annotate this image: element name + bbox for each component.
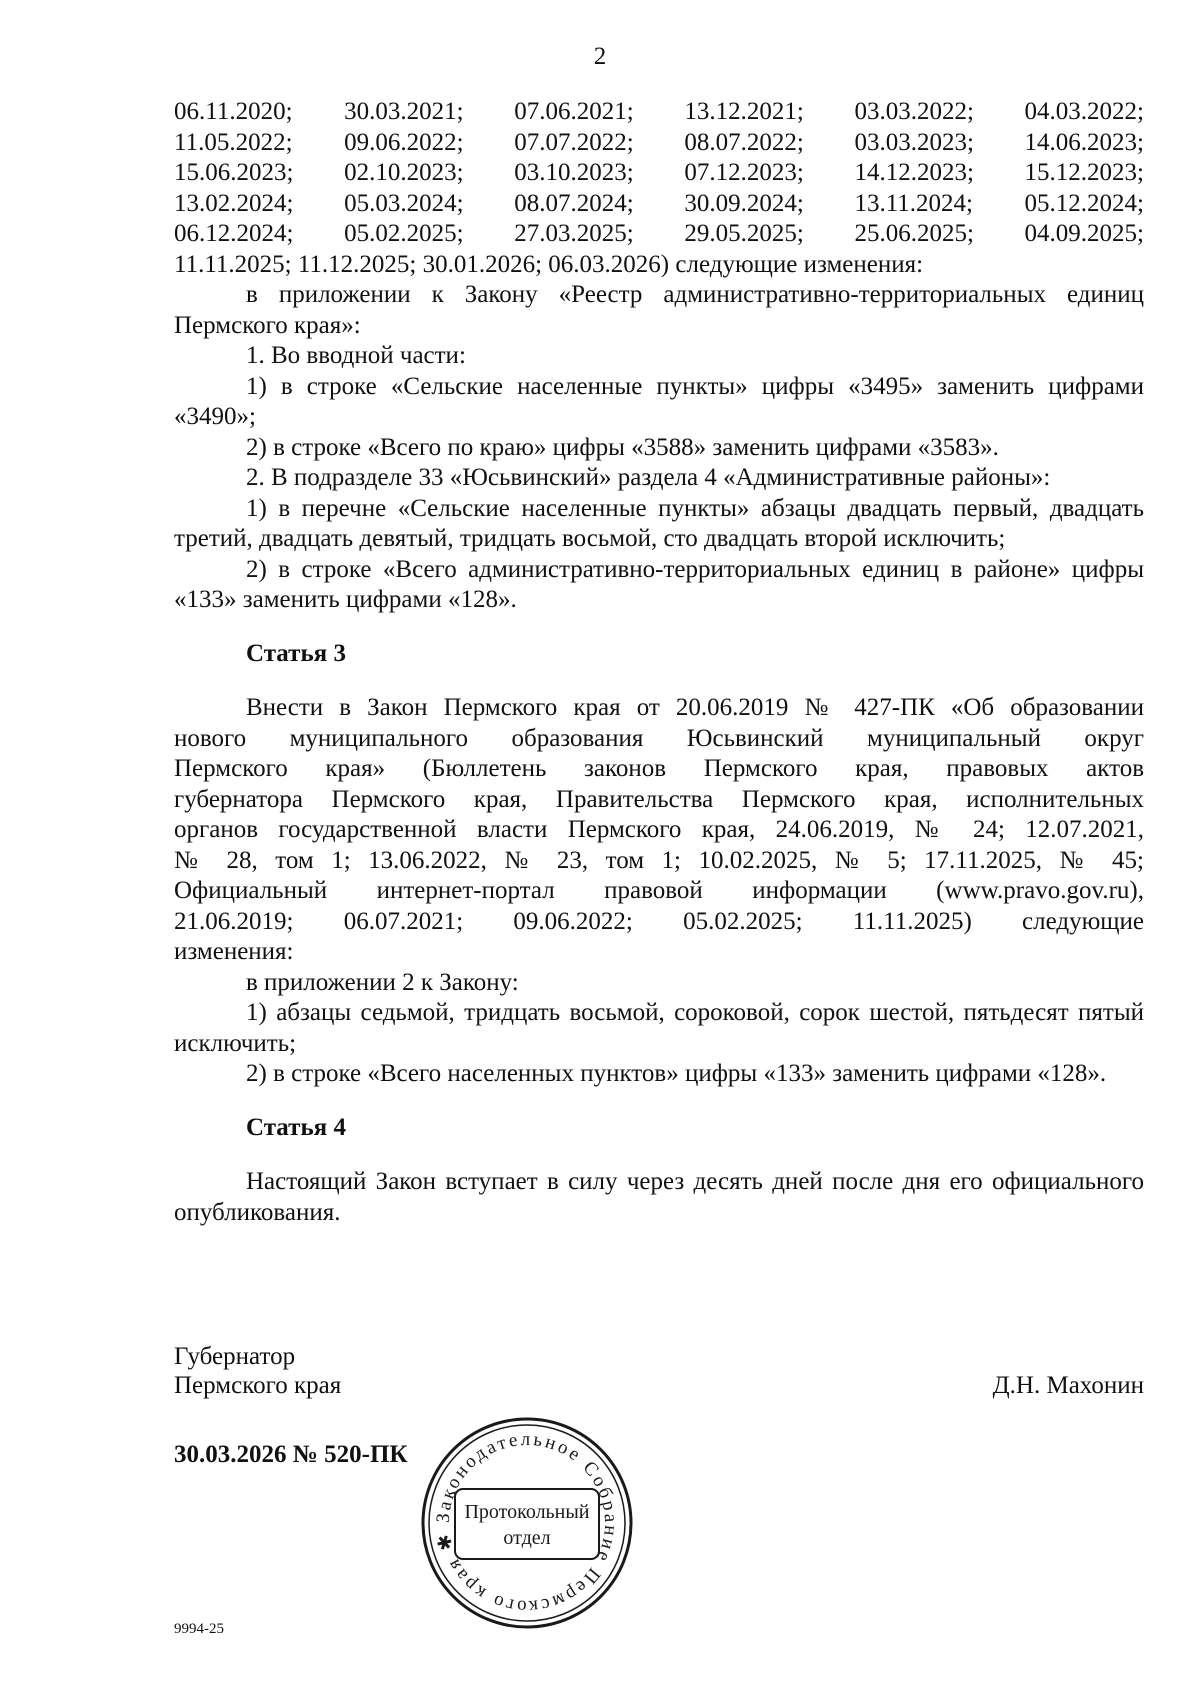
article2-paragraph-2: 1. Во вводной части: [246,342,466,369]
signatory-name: Д.Н. Махонин [992,1372,1144,1399]
amendment-date: 05.02.2025; [344,220,464,247]
signatory-title-line-2: Пермского края [174,1372,342,1399]
article3-line: губернатора Пермского края, Правительства Пермского края, исполнительных [174,785,1144,813]
amendment-date: 07.12.2023; [684,159,804,186]
amendment-date: 13.11.2024; [854,189,973,217]
article3-paragraph-2: в приложении 2 к Закону: [246,968,519,996]
law-date-number: 30.03.2026 № 520-ПК [174,1441,408,1468]
amendment-dates-grid [174,97,1144,250]
article3-line: изменения: [174,938,294,965]
seal-center-text-line-2: отдел [503,1527,551,1549]
article3-line: нового муниципального образования Юсьвинский муниципальный округ [174,724,1144,752]
article3-line: 21.06.2019; 06.07.2021; 09.06.2022; 05.02.2025; 11.11.2025) следующие [174,907,1144,935]
amendment-date: 29.05.2025; [684,220,804,247]
article3-heading: Статья 3 [246,639,346,667]
page-number: 2 [593,43,607,70]
article2-paragraph-4: 2) в строке «Всего по краю» цифры «3588» заменить цифрами «3583». [246,433,999,461]
article3-paragraph-3: 1) абзацы седьмой, тридцать восьмой, сороковой, сорок шестой, пятьдесят пятый исключить; [174,999,1144,1057]
article3-paragraph-4: 2) в строке «Всего населенных пунктов» цифры «133» заменить цифрами «128». [246,1060,1107,1087]
official-seal-stamp [417,1413,637,1633]
signatory-title-line-1: Губернатор [174,1343,296,1370]
seal-center-text-line-1: Протокольный [464,1501,590,1523]
document-code: 9994-25 [174,1621,224,1637]
amendment-date: 14.12.2023; [854,159,974,186]
article2-paragraph-5: 2. В подразделе 33 «Юсьвинский» раздела 4 «Административные районы»: [246,464,1051,491]
amendment-date: 30.09.2024; [684,189,804,217]
article3-paragraph-1 [174,693,1144,968]
amendment-date: 30.03.2021; [344,98,464,125]
amendment-date: 15.12.2023; [1024,159,1144,186]
article2-paragraph-1: в приложении к Закону «Реестр административно-территориальных единиц Пермского края»: [174,281,1144,339]
article3-line: № 28, том 1; 13.06.2022, № 23, том 1; 10.02.2025, № 5; 17.11.2025, № 45; [174,846,1144,874]
amendment-date: 07.07.2022; [514,128,634,156]
amendment-date: 06.11.2020; [174,98,293,125]
amendment-date: 02.10.2023; [344,159,464,186]
amendment-date: 03.03.2022; [854,98,974,125]
amendment-date: 04.09.2025; [1024,220,1144,247]
amendment-date: 25.06.2025; [854,220,974,247]
article4-heading: Статья 4 [246,1113,346,1141]
amendment-date: 07.06.2021; [514,98,634,125]
seal-inner-ring [429,1425,625,1621]
article2-paragraph-3: 1) в строке «Сельские населенные пункты» цифры «3495» заменить цифрами «3490»; [174,372,1144,430]
signature-block [174,1342,1144,1400]
document-body [174,97,1144,1228]
amendment-date: 13.02.2024; [174,189,294,217]
seal-ring-text: Законодательное Собрание Пермского края ✱ [432,1428,622,1618]
amendment-date: 05.12.2024; [1024,189,1144,217]
article3-line: Пермского края» (Бюллетень законов Пермского края, правовых актов [174,755,1144,782]
amendment-date: 08.07.2024; [514,189,634,217]
amendment-date: 06.12.2024; [174,220,294,247]
article3-line: Внести в Закон Пермского края от 20.06.2019 № 427-ПК «Об образовании [246,694,1144,721]
amendment-dates-tail: 11.11.2025; 11.12.2025; 30.01.2026; 06.03.2026) следующие изменения: [174,250,924,278]
amendment-date: 05.03.2024; [344,189,464,217]
amendment-date: 27.03.2025; [514,220,634,247]
amendment-date: 03.03.2023; [854,128,974,156]
amendment-date: 14.06.2023; [1024,128,1144,156]
amendment-date: 15.06.2023; [174,159,294,186]
amendment-date: 03.10.2023; [514,159,634,186]
article4-paragraph-1: Настоящий Закон вступает в силу через десять дней после дня его официального опубликования. [174,1168,1144,1226]
article3-line: органов государственной власти Пермского края, 24.06.2019, № 24; 12.07.2021, [174,816,1144,843]
article2-paragraph-7: 2) в строке «Всего административно-территориальных единиц в районе» цифры «133» заменить цифрами «128». [174,555,1144,613]
amendment-date: 11.05.2022; [174,128,293,156]
amendment-date: 04.03.2022; [1024,98,1144,125]
amendment-date: 13.12.2021; [684,98,804,125]
article2-paragraph-6: 1) в перечне «Сельские населенные пункты» абзацы двадцать первый, двадцать третий, двадцать девятый, тридцать восьмой, сто двадцать второй исключить; [174,494,1144,552]
amendment-date: 08.07.2022; [684,128,804,156]
amendment-date: 09.06.2022; [344,128,464,156]
article3-line: Официальный интернет-портал правовой информации (www.pravo.gov.ru), [174,877,1144,904]
